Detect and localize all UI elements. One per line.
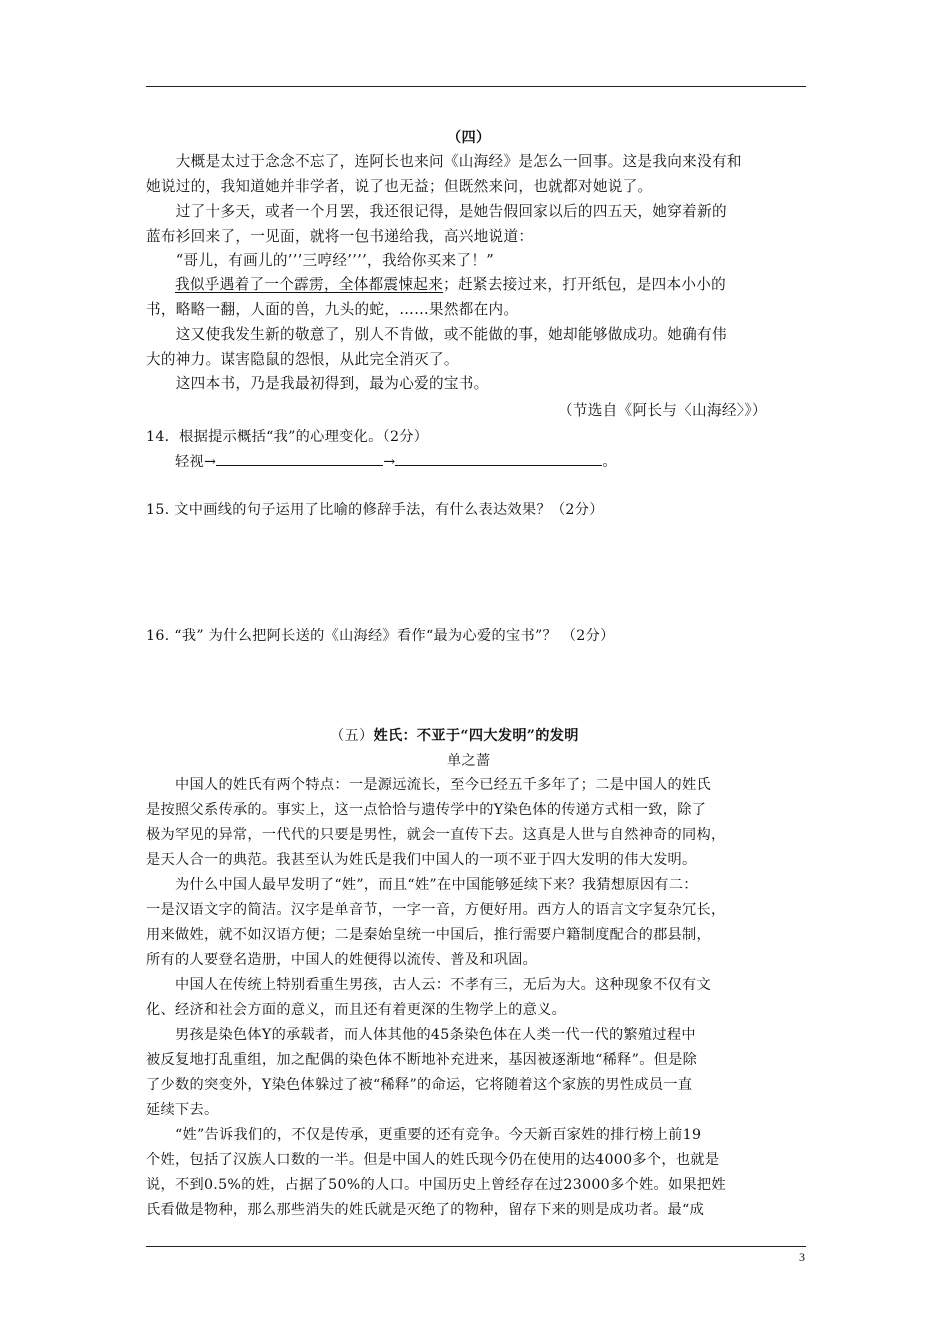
passage-line: 书，略略一翻，人面的兽，九头的蛇，……果然都在内。 <box>146 301 519 318</box>
passage-text: ；赶紧去接过来，打开纸包，是四本小小的 <box>443 276 727 293</box>
article-line: 用来做姓，就不如汉语方便；二是秦始皇统一中国后，推行需要户籍制度配合的郡县制， <box>146 927 712 943</box>
article-line: 被反复地打乱重组，加之配偶的染色体不断地补充进来，基因被逐渐地“稀释”。但是除 <box>146 1052 698 1068</box>
answer-blank-1[interactable] <box>216 453 383 466</box>
page-number: 3 <box>799 1250 805 1264</box>
underlined-sentence: 我似乎遇着了一个霹雳，全体都震悚起来 <box>175 276 444 293</box>
article-line: 化、经济和社会方面的意义，而且还有着更深的生物学上的意义。 <box>146 1002 567 1018</box>
passage-line: “哥儿，有画儿的’’’三哼经’’’’，我给你买来了！” <box>146 252 494 269</box>
question-14: 14．根据提示概括“我”的心理变化。（2分） <box>146 429 429 445</box>
article-line: 是按照父系传承的。事实上，这一点恰恰与遗传学中的Y染色体的传递方式相一致，除了 <box>146 802 707 818</box>
article-line: 所有的人要登名造册，中国人的姓便得以流传、普及和巩固。 <box>146 952 538 968</box>
answer-end-mark: 。 <box>602 454 617 470</box>
passage-line: 大的神力。谋害隐鼠的怨恨，从此完全消灭了。 <box>146 351 459 368</box>
article-line: 中国人的姓氏有两个特点：一是源远流长，至今已经五千多年了；二是中国人的姓氏 <box>146 777 712 793</box>
arrow-icon: → <box>383 454 396 470</box>
article-line: 个姓，包括了汉族人口数的一半。但是中国人的姓氏现今仍在使用的达4000多个，也就是 <box>146 1152 720 1168</box>
article-line: 延续下去。 <box>146 1102 219 1118</box>
article-line: 氏看做是物种，那么那些消失的姓氏就是灭绝了的物种，留存下来的则是成功者。最“成 <box>146 1202 705 1218</box>
passage-line: 这又使我发生新的敬意了，别人不肯做，或不能做的事，她却能够做成功。她确有伟 <box>146 326 727 343</box>
passage-line: 她说过的，我知道她并非学者，说了也无益；但既然来问，也就都对她说了。 <box>146 178 653 195</box>
answer-blank-2[interactable] <box>395 453 602 466</box>
article-line: 中国人在传统上特别看重生男孩，古人云：不孝有三，无后为大。这种现象不仅有文 <box>146 977 712 993</box>
passage-line-underlined <box>175 273 726 297</box>
article-line: 为什么中国人最早发明了“姓”，而且“姓”在中国能够延续下来？我猜想原因有二： <box>146 877 698 893</box>
article-line: “姓”告诉我们的，不仅是传承，更重要的还有竞争。今天新百家姓的排行榜上前19 <box>146 1127 702 1143</box>
section-5-title: 姓氏：不亚于“四大发明”的发明 <box>373 728 579 744</box>
passage-source: （节选自《阿长与〈山海经〉》） <box>558 402 767 419</box>
section-5-heading-prefix: （五） <box>330 728 374 744</box>
article-line: 是天人合一的典范。我甚至认为姓氏是我们中国人的一项不亚于四大发明的伟大发明。 <box>146 852 697 868</box>
article-line: 说，不到0.5%的姓，占据了50%的人口。中国历史上曾经存在过23000多个姓。如果把姓 <box>146 1177 726 1193</box>
section-5-heading <box>330 724 579 748</box>
passage-line: 这四本书，乃是我最初得到，最为心爱的宝书。 <box>146 375 489 392</box>
article-line: 男孩是染色体Y的承载者，而人体其他的45条染色体在人类一代一代的繁殖过程中 <box>146 1027 696 1043</box>
header-rule <box>146 86 806 87</box>
section-4-heading: （四） <box>447 130 491 146</box>
answer-start-word: 轻视 <box>175 454 204 470</box>
footer-rule <box>146 1246 806 1247</box>
passage-line: 大概是太过于念念不忘了，连阿长也来问《山海经》是怎么一回事。这是我向来没有和 <box>146 153 742 170</box>
arrow-icon: → <box>203 454 217 470</box>
article-line: 极为罕见的异常，一代代的只要是男性，就会一直传下去。这真是人世与自然神奇的同构， <box>146 827 726 843</box>
passage-line: 过了十多天，或者一个月罢，我还很记得，是她告假回家以后的四五天，她穿着新的 <box>146 203 727 220</box>
question-14-answer-line <box>175 450 617 474</box>
article-line: 了少数的突变外，Y染色体躲过了被“稀释”的命运，它将随着这个家族的男性成员一直 <box>146 1077 693 1093</box>
passage-line: 蓝布衫回来了，一见面，就将一包书递给我，高兴地说道： <box>146 228 534 245</box>
question-16: 16. “我” 为什么把阿长送的《山海经》看作“最为心爱的宝书”？ （2分） <box>146 628 615 644</box>
article-line: 一是汉语文字的简洁。汉字是单音节，一字一音，方便好用。西方人的语言文字复杂冗长， <box>146 902 726 918</box>
article-author: 单之蔷 <box>447 753 491 769</box>
question-15: 15. 文中画线的句子运用了比喻的修辞手法，有什么表达效果？（2分） <box>146 502 604 518</box>
